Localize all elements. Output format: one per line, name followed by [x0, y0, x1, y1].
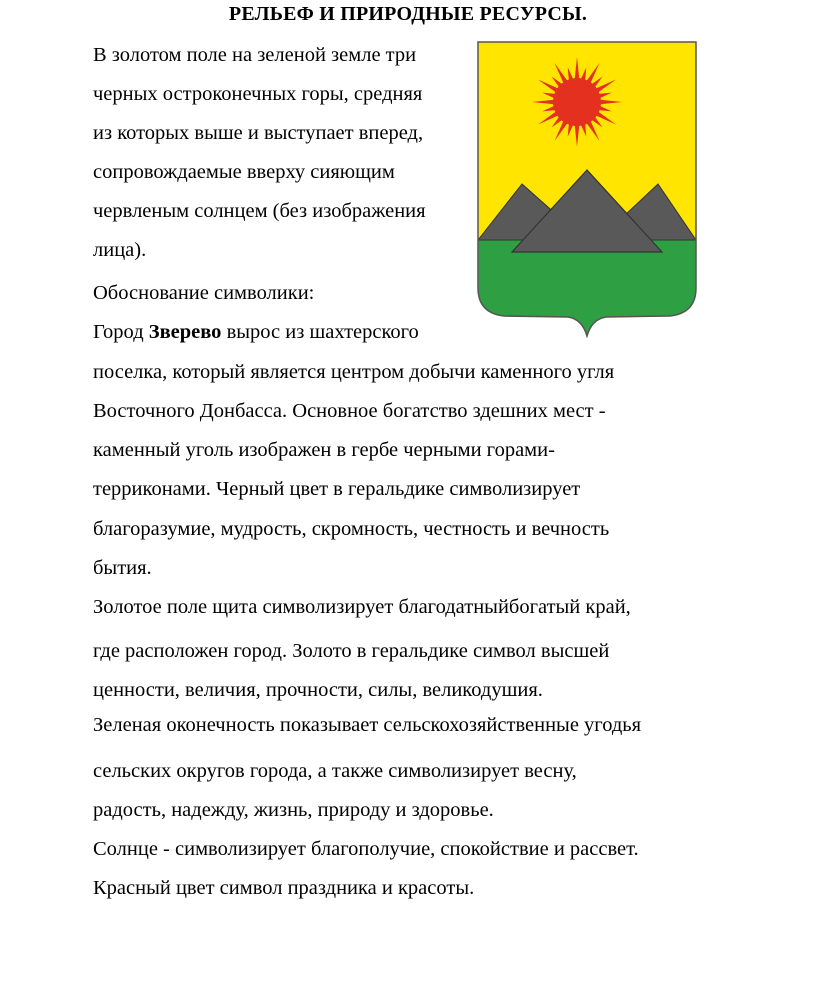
text-line-20: радость, надежду, жизнь, природу и здоровье. [93, 799, 494, 821]
text-line-14: бытия. [93, 557, 152, 579]
text-line-7: Обоснование символики: [93, 282, 315, 304]
text-line-10: Восточного Донбасса. Основное богатство здешних мест - [93, 400, 606, 422]
text-line-21: Солнце - символизирует благополучие, спокойствие и рассвет. [93, 838, 639, 860]
text-line-22: Красный цвет символ праздника и красоты. [93, 877, 475, 899]
text-line-6: лица). [93, 239, 147, 261]
text-line-9: поселка, который является центром добычи каменного угля [93, 361, 615, 383]
city-suffix: вырос из шахтерского [221, 321, 419, 343]
text-line-17: ценности, величия, прочности, силы, великодушия. [93, 679, 543, 701]
text-line-15: Золотое поле щита символизирует благодатныйбогатый край, [93, 596, 631, 618]
text-line-16: где расположен город. Золото в геральдике символ высшей [93, 640, 610, 662]
coat-of-arms [474, 38, 700, 338]
text-line-18: Зеленая оконечность показывает сельскохозяйственные угодья [93, 714, 642, 736]
city-prefix: Город [93, 321, 149, 343]
text-line-2: черных остроконечных горы, средняя [93, 83, 423, 105]
city-name: Зверево [148, 321, 222, 343]
text-line-5: червленым солнцем (без изображения [93, 200, 426, 222]
text-line-11: каменный уголь изображен в гербе черными горами- [93, 439, 555, 461]
text-line-13: благоразумие, мудрость, скромность, честность и вечность [93, 518, 610, 540]
sun [553, 78, 601, 126]
text-line-3: из которых выше и выступает вперед, [93, 122, 424, 144]
text-line-19: сельских округов города, а также символизирует весну, [93, 760, 577, 782]
text-line-city [93, 319, 419, 345]
text-line-4: сопровождаемые вверху сияющим [93, 161, 395, 183]
page-title: РЕЛЬЕФ И ПРИРОДНЫЕ РЕСУРСЫ. [228, 3, 588, 25]
text-line-12: терриконами. Черный цвет в геральдике символизирует [93, 478, 581, 500]
text-line-1: В золотом поле на зеленой земле три [93, 44, 417, 66]
green-ground [474, 238, 700, 338]
